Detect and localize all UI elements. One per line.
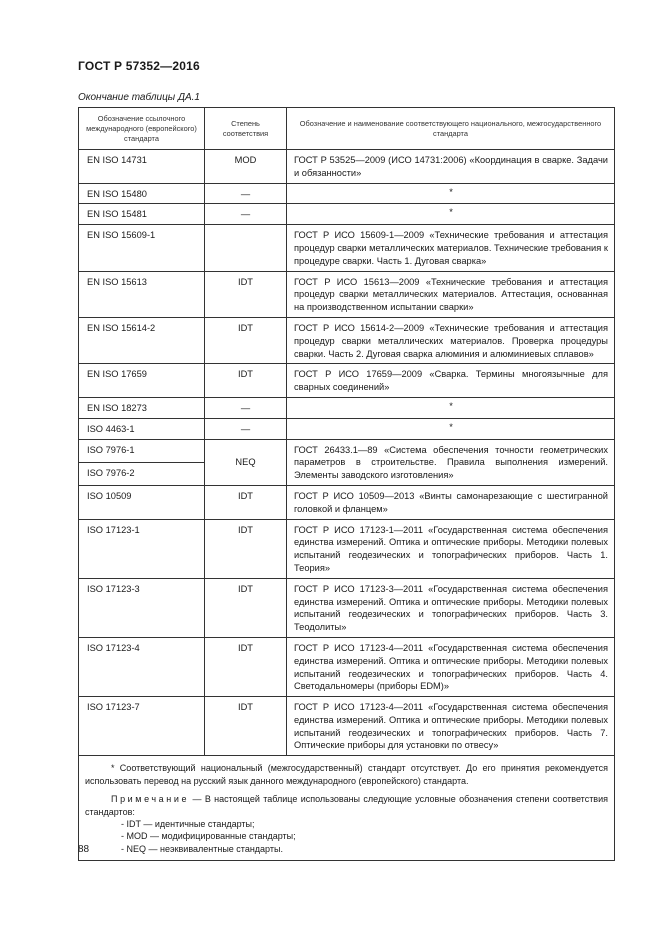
remark-text: — В настоящей таблице использованы следующие условные обозначения степени соответствия стандартов: [85,794,608,817]
degree-cell: — [205,204,287,225]
table-row [79,578,615,637]
table-row [79,150,615,184]
degree-cell: IDT [205,578,287,637]
table-header-row [79,108,615,150]
notes-cell [79,756,615,861]
table-row [79,439,615,462]
page-number: 88 [78,844,90,855]
table-row [79,418,615,439]
table-row [79,485,615,519]
table-caption: Окончание таблицы ДА.1 [78,92,200,103]
ref-cell: ISO 10509 [79,485,205,519]
degree-cell [205,225,287,271]
ref-cell: EN ISO 15480 [79,183,205,204]
header-national-standard: Обозначение и наименование соответствующего национального, межгосударственного стандарта [287,108,615,150]
ref-cell: ISO 4463-1 [79,418,205,439]
table-row [79,397,615,418]
national-cell: ГОСТ Р ИСО 15609-1—2009 «Технические требования и аттестация процедур сварки металлических материалов. Технические требования к процедуре сварки. Часть 1. Дуговая сварка» [287,225,615,271]
ref-cell: ISO 17123-4 [79,637,205,696]
footnote: * Соответствующий национальный (межгосударственный) стандарт отсутствует. До его принятия рекомендуется использовать перевод на русский язык данного международного (европейского) стандарта. [85,763,608,786]
degree-cell: IDT [205,364,287,398]
table-row [79,225,615,271]
remark-label: Примечание [111,794,190,805]
ref-cell: EN ISO 15609-1 [79,225,205,271]
national-cell: * [287,418,615,439]
degree-cell: IDT [205,697,287,756]
table-row [79,183,615,204]
ref-cell: ISO 17123-7 [79,697,205,756]
national-cell: ГОСТ Р ИСО 15614-2—2009 «Технические требования и аттестация процедур сварки металлических материалов. Проверка процедуры сварки. Часть 2. Дуговая сварка алюминия и алюминиевых сплавов» [287,317,615,363]
table-row [79,271,615,317]
national-cell: * [287,204,615,225]
list-item: - NEQ — неэквивалентные стандарты. [121,843,283,854]
national-cell: ГОСТ Р ИСО 17659—2009 «Сварка. Термины многоязычные для сварных соединений» [287,364,615,398]
degree-cell: IDT [205,271,287,317]
table-row [79,519,615,578]
document-code: ГОСТ Р 57352—2016 [78,59,200,73]
ref-cell: EN ISO 17659 [79,364,205,398]
ref-cell: EN ISO 15613 [79,271,205,317]
degree-cell: IDT [205,317,287,363]
degree-cell: — [205,183,287,204]
table-row [79,697,615,756]
ref-cell: ISO 7976-1 [79,439,205,462]
degree-cell: IDT [205,519,287,578]
table-row [79,637,615,696]
degree-cell: — [205,397,287,418]
standards-table [78,107,615,861]
national-cell: ГОСТ Р ИСО 17123-4—2011 «Государственная система обеспечения единства измерений. Оптика и оптические приборы. Методики полевых испытаний геодезических и топографических приборов. Часть 7. Оптические приборы для установки по отвесу» [287,697,615,756]
ref-cell: EN ISO 15481 [79,204,205,225]
degree-cell: IDT [205,485,287,519]
list-item: - MOD — модифицированные стандарты; [121,831,296,842]
table-row [79,364,615,398]
national-cell: ГОСТ Р ИСО 17123-3—2011 «Государственная система обеспечения единства измерений. Оптика и оптические приборы. Методики полевых испытаний геодезических и топографических приборов. Часть 3. Теодолиты» [287,578,615,637]
ref-cell: EN ISO 18273 [79,397,205,418]
degree-cell: MOD [205,150,287,184]
national-cell: * [287,397,615,418]
national-cell: * [287,183,615,204]
degree-cell: NEQ [205,439,287,485]
national-cell: ГОСТ Р ИСО 17123-1—2011 «Государственная система обеспечения единства измерений. Оптика и оптические приборы. Методики полевых испытаний геодезических и топографических приборов. Часть 1. Теория» [287,519,615,578]
ref-cell: EN ISO 15614-2 [79,317,205,363]
ref-cell: EN ISO 14731 [79,150,205,184]
header-degree: Степень соответствия [205,108,287,150]
degree-cell: — [205,418,287,439]
ref-cell: ISO 7976-2 [79,462,205,485]
national-cell: ГОСТ Р ИСО 10509—2013 «Винты самонарезающие с шестигранной головкой и фланцем» [287,485,615,519]
national-cell: ГОСТ Р ИСО 15613—2009 «Технические требования и аттестация процедур сварки металлических материалов. Аттестация, основанная на производственном испытании сварки» [287,271,615,317]
remark [85,793,608,818]
degree-cell: IDT [205,637,287,696]
national-cell: ГОСТ Р 53525—2009 (ИСО 14731:2006) «Координация в сварке. Задачи и обязанности» [287,150,615,184]
notes-row [79,756,615,861]
national-cell: ГОСТ 26433.1—89 «Система обеспечения точности геометрических параметров в строительстве. Правила выполнения измерений. Элементы заводского изготовления» [287,439,615,485]
list-item: - IDT — идентичные стандарты; [121,818,255,829]
ref-cell: ISO 17123-3 [79,578,205,637]
table-row [79,204,615,225]
table-row [79,317,615,363]
header-reference-standard: Обозначение ссылочного международного (европейского) стандарта [79,108,205,150]
ref-cell: ISO 17123-1 [79,519,205,578]
national-cell: ГОСТ Р ИСО 17123-4—2011 «Государственная система обеспечения единства измерений. Оптика и оптические приборы. Методики полевых испытаний геодезических и топографических приборов. Часть 4. Светодальномеры (приборы EDM)» [287,637,615,696]
